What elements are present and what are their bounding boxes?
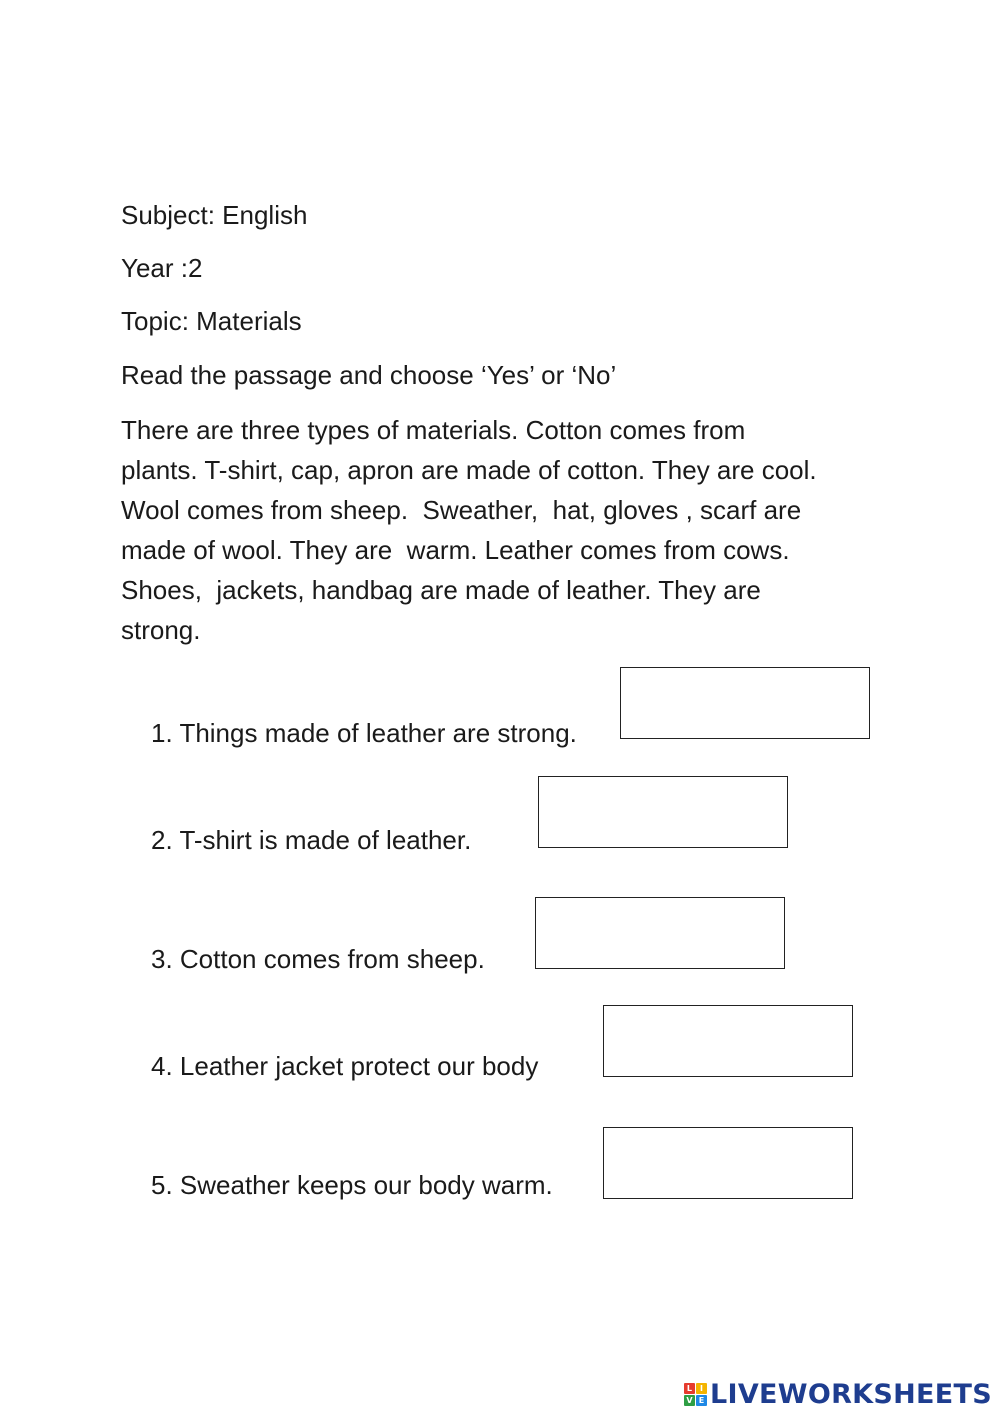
passage-line: plants. T-shirt, cap, apron are made of cotton. They are cool. — [121, 455, 817, 485]
question-1-text: 1. Things made of leather are strong. — [151, 718, 577, 748]
answer-box-4[interactable] — [603, 1005, 853, 1077]
year-label: Year :2 — [121, 253, 203, 283]
question-3-text: 3. Cotton comes from sheep. — [151, 944, 485, 974]
answer-box-5[interactable] — [603, 1127, 853, 1199]
passage-line: made of wool. They are warm. Leather comes from cows. — [121, 535, 790, 565]
passage-line: There are three types of materials. Cotton comes from — [121, 415, 746, 445]
passage-line: Wool comes from sheep. Sweather, hat, gloves , scarf are — [121, 495, 802, 525]
instruction-text: Read the passage and choose ‘Yes’ or ‘No’ — [121, 360, 617, 390]
passage-line: Shoes, jackets, handbag are made of leather. They are — [121, 575, 761, 605]
subject-label: Subject: English — [121, 200, 308, 230]
liveworksheets-logo-icon — [684, 1383, 707, 1406]
question-5-text: 5. Sweather keeps our body warm. — [151, 1170, 553, 1200]
logo-letter-e: E — [696, 1395, 707, 1406]
reading-passage — [121, 410, 891, 650]
passage-line: strong. — [121, 615, 201, 645]
brand-name: LIVEWORKSHEETS — [709, 1378, 992, 1410]
topic-label: Topic: Materials — [121, 306, 302, 336]
liveworksheets-brand — [684, 1376, 992, 1412]
question-2-text: 2. T-shirt is made of leather. — [151, 825, 472, 855]
logo-letter-v: V — [684, 1395, 695, 1406]
answer-box-2[interactable] — [538, 776, 788, 848]
question-4-text: 4. Leather jacket protect our body — [151, 1051, 539, 1081]
answer-box-3[interactable] — [535, 897, 785, 969]
answer-box-1[interactable] — [620, 667, 870, 739]
logo-letter-i: I — [696, 1383, 707, 1394]
logo-letter-l: L — [684, 1383, 695, 1394]
